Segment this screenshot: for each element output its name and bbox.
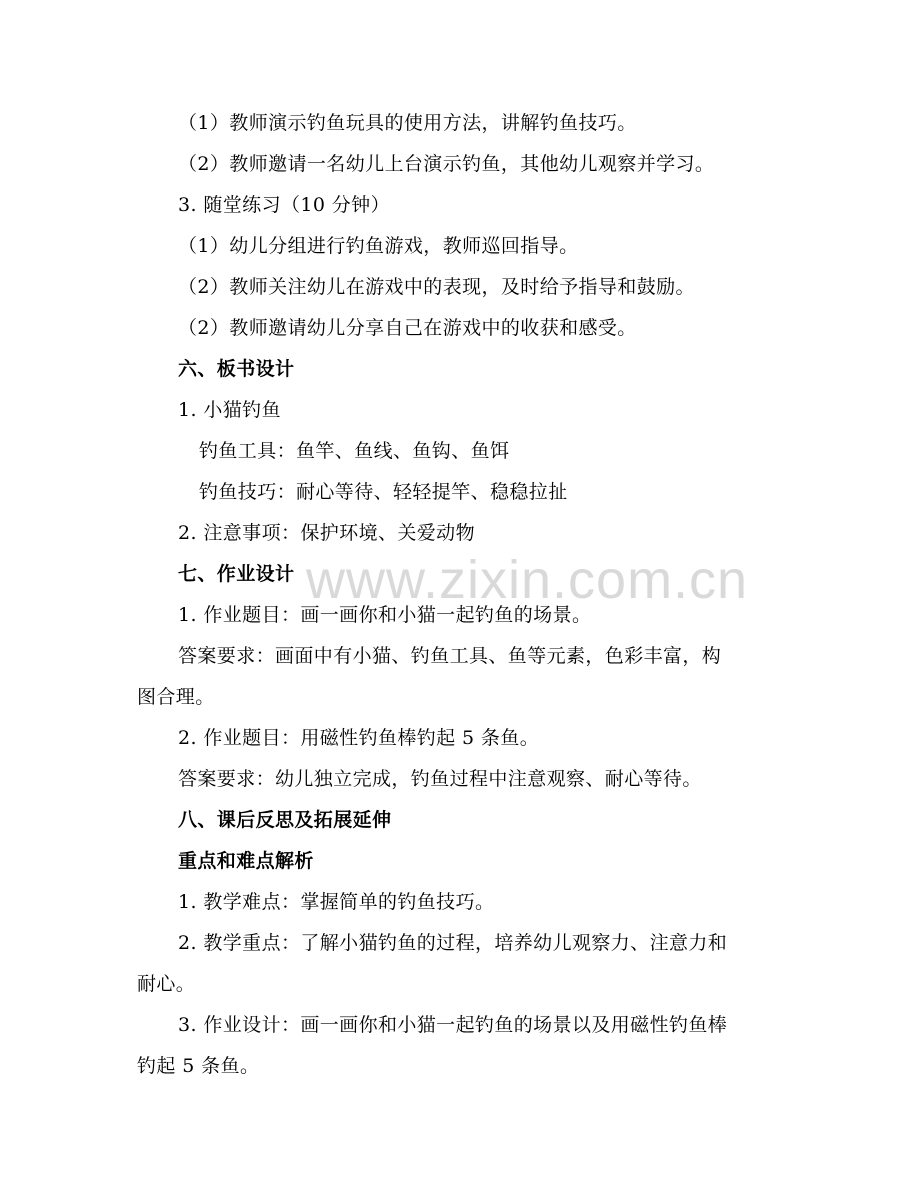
paragraph-line: 答案要求：画面中有小猫、钓鱼工具、鱼等元素，色彩丰富，构 (178, 645, 722, 667)
paragraph-line: （2）教师关注幼儿在游戏中的表现，及时给予指导和鼓励。 (178, 276, 695, 298)
watermark: www.zixin.com.cn (306, 550, 749, 610)
section-heading: 六、板书设计 (178, 358, 295, 380)
paragraph-line: 2. 教学重点：了解小猫钓鱼的过程，培养幼儿观察力、注意力和 (178, 932, 728, 954)
paragraph-line: 2. 注意事项：保护环境、关爱动物 (178, 522, 475, 544)
paragraph-line: 钓鱼技巧：耐心等待、轻轻提竿、稳稳拉扯 (199, 481, 568, 503)
paragraph-line: 1. 教学难点：掌握简单的钓鱼技巧。 (178, 891, 495, 913)
paragraph-line: 3. 作业设计：画一画你和小猫一起钓鱼的场景以及用磁性钓鱼棒 (178, 1014, 728, 1036)
paragraph-line: （2）教师邀请一名幼儿上台演示钓鱼，其他幼儿观察并学习。 (178, 153, 715, 175)
paragraph-line: 1. 作业题目：画一画你和小猫一起钓鱼的场景。 (178, 604, 592, 626)
section-heading: 八、课后反思及拓展延伸 (178, 809, 392, 831)
paragraph-line: （1）幼儿分组进行钓鱼游戏，教师巡回指导。 (178, 235, 579, 257)
subsection-heading: 重点和难点解析 (178, 850, 314, 872)
paragraph-line: 耐心。 (137, 973, 196, 995)
paragraph-line: 3. 随堂练习（10 分钟） (178, 194, 390, 216)
paragraph-line: 2. 作业题目：用磁性钓鱼棒钓起 5 条鱼。 (178, 727, 540, 749)
section-heading: 七、作业设计 (178, 563, 295, 585)
paragraph-line: 答案要求：幼儿独立完成，钓鱼过程中注意观察、耐心等待。 (178, 768, 702, 790)
paragraph-line: 图合理。 (137, 686, 215, 708)
paragraph-line: 1. 小猫钓鱼 (178, 399, 281, 421)
paragraph-line: （1）教师演示钓鱼玩具的使用方法，讲解钓鱼技巧。 (178, 112, 637, 134)
paragraph-line: 钓鱼工具：鱼竿、鱼线、鱼钩、鱼饵 (199, 440, 510, 462)
paragraph-line: （2）教师邀请幼儿分享自己在游戏中的收获和感受。 (178, 317, 637, 339)
paragraph-line: 钓起 5 条鱼。 (137, 1055, 260, 1077)
